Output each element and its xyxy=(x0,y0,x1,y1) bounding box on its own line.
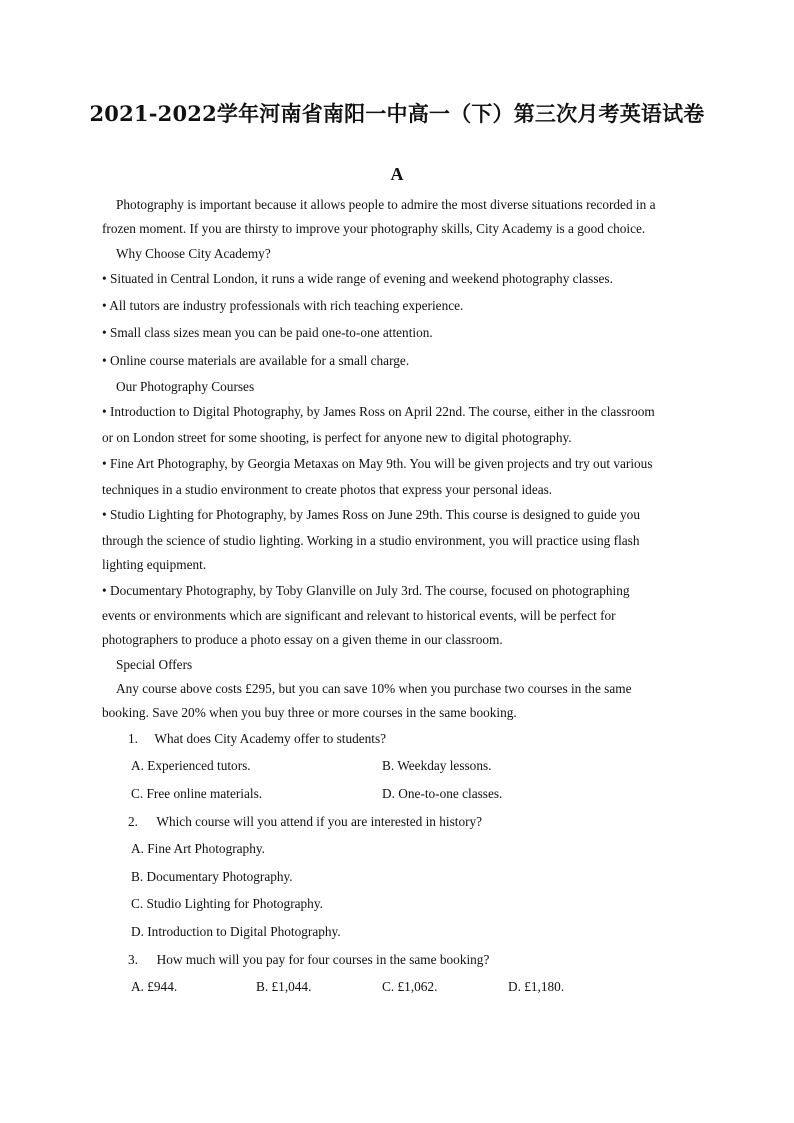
course-line: • Introduction to Digital Photography, by James Ross on April 22nd. The course, either in the classroom xyxy=(102,404,655,419)
why-item: • Online course materials are available for a small charge. xyxy=(102,353,410,368)
course-line: or on London street for some shooting, is perfect for anyone new to digital photography. xyxy=(102,430,572,445)
option-d[interactable]: D. Introduction to Digital Photography. xyxy=(131,924,341,939)
question-text: How much will you pay for four courses in the same booking? xyxy=(156,952,490,967)
option-b[interactable]: B. Weekday lessons. xyxy=(382,758,492,773)
option-b[interactable]: B. Documentary Photography. xyxy=(131,869,293,884)
question-number: 1. xyxy=(128,731,138,746)
option-d[interactable]: D. One-to-one classes. xyxy=(382,786,503,801)
option-a[interactable]: A. £944. xyxy=(131,979,178,994)
section-label: A xyxy=(390,164,404,184)
option-c[interactable]: C. Free online materials. xyxy=(131,786,263,801)
offers-line: Any course above costs £295, but you can save 10% when you purchase two courses in the same xyxy=(116,681,632,696)
option-a[interactable]: A. Fine Art Photography. xyxy=(131,841,265,856)
courses-heading: Our Photography Courses xyxy=(116,379,255,394)
option-c[interactable]: C. £1,062. xyxy=(382,979,438,994)
option-d[interactable]: D. £1,180. xyxy=(508,979,565,994)
offers-heading: Special Offers xyxy=(116,657,193,672)
course-line: events or environments which are significant and relevant to historical events, will be perfect for xyxy=(102,608,616,623)
course-line: through the science of studio lighting. Working in a studio environment, you will practice using flash xyxy=(102,533,640,548)
option-c[interactable]: C. Studio Lighting for Photography. xyxy=(131,896,323,911)
why-item: • Small class sizes mean you can be paid one-to-one attention. xyxy=(102,325,433,340)
question-2 xyxy=(128,815,482,828)
option-a[interactable]: A. Experienced tutors. xyxy=(131,758,251,773)
course-line: • Studio Lighting for Photography, by James Ross on June 29th. This course is designed to guide you xyxy=(102,507,640,522)
question-number: 3. xyxy=(128,952,138,967)
why-item: • Situated in Central London, it runs a wide range of evening and weekend photography classes. xyxy=(102,271,613,286)
why-heading: Why Choose City Academy? xyxy=(116,246,271,261)
course-line: • Documentary Photography, by Toby Glanville on July 3rd. The course, focused on photographing xyxy=(102,583,630,598)
question-1 xyxy=(128,732,386,745)
passage-intro-line: frozen moment. If you are thirsty to improve your photography skills, City Academy is a good choice. xyxy=(102,221,646,236)
passage-intro-line: Photography is important because it allows people to admire the most diverse situations recorded in a xyxy=(116,197,656,212)
why-item: • All tutors are industry professionals with rich teaching experience. xyxy=(102,298,464,313)
question-number: 2. xyxy=(128,814,138,829)
question-3 xyxy=(128,953,489,966)
question-text: What does City Academy offer to students? xyxy=(154,731,387,746)
course-line: • Fine Art Photography, by Georgia Metaxas on May 9th. You will be given projects and try out various xyxy=(102,456,653,471)
option-b[interactable]: B. £1,044. xyxy=(256,979,312,994)
offers-line: booking. Save 20% when you buy three or more courses in the same booking. xyxy=(102,705,517,720)
course-line: techniques in a studio environment to create photos that express your personal ideas. xyxy=(102,482,553,497)
course-line: lighting equipment. xyxy=(102,557,207,572)
exam-title: 2021-2022学年河南省南阳一中高一（下）第三次月考英语试卷 xyxy=(89,101,705,126)
course-line: photographers to produce a photo essay on a given theme in our classroom. xyxy=(102,632,503,647)
question-text: Which course will you attend if you are interested in history? xyxy=(156,814,483,829)
